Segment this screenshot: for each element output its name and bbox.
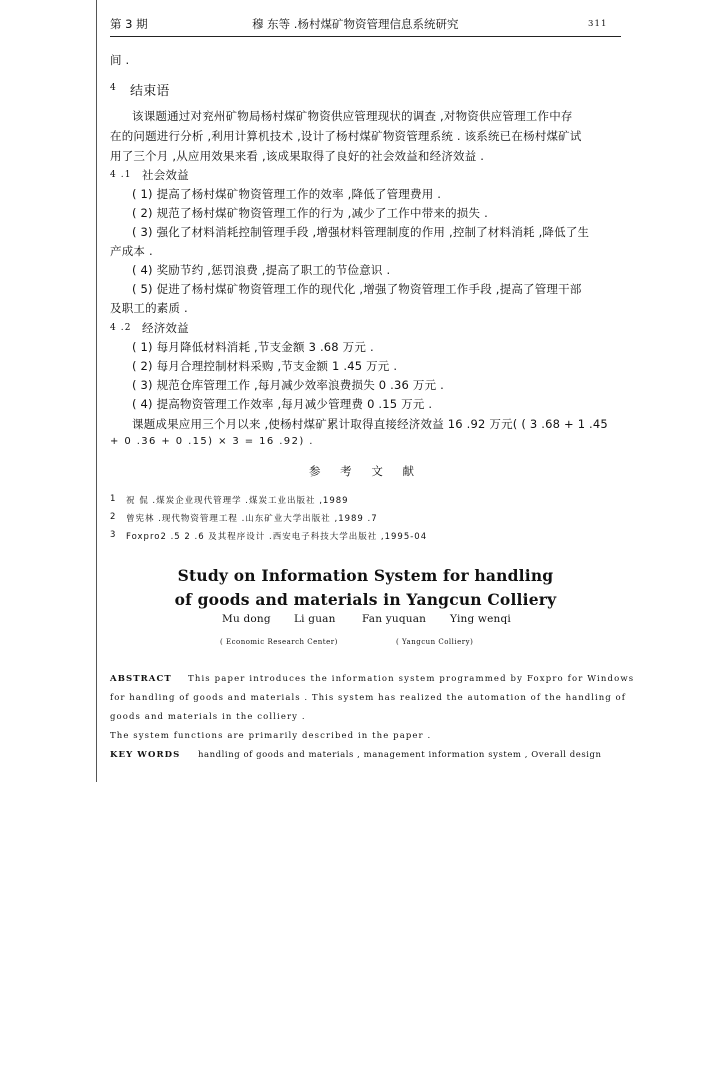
- subsection-heading: 经济效益: [142, 321, 189, 335]
- page-edge-line: [96, 0, 97, 782]
- list-item: 产成本 .: [110, 244, 153, 258]
- reference-number: 1: [110, 494, 117, 504]
- header-rule: [110, 36, 621, 37]
- list-item: ( 2) 每月合理控制材料采购 ,节支金额 1 .45 万元 .: [132, 359, 398, 373]
- list-item: ( 1) 每月降低材料消耗 ,节支金额 3 .68 万元 .: [132, 340, 374, 354]
- section-number: 4: [110, 83, 117, 93]
- paragraph-line: 在的问题进行分析 ,利用计算机技术 ,设计了杨村煤矿物资管理系统 . 该系统已在杨村煤矿试: [110, 129, 582, 143]
- reference-text: 曾宪林 .现代物资管理工程 .山东矿业大学出版社 ,1989 .7: [126, 514, 378, 524]
- subsection-heading: 社会效益: [142, 168, 189, 182]
- keywords-text: handling of goods and materials , management information system , Overall design: [198, 750, 602, 760]
- author-name: Ying wenqi: [450, 613, 511, 625]
- author-name: Fan yuquan: [362, 613, 427, 625]
- paragraph-line: 用了三个月 ,从应用效果来看 ,该成果取得了良好的社会效益和经济效益 .: [110, 149, 485, 163]
- list-item: ( 4) 奖励节约 ,惩罚浪费 ,提高了职工的节俭意识 .: [132, 263, 391, 277]
- page-number: 311: [588, 19, 608, 29]
- abstract-line: for handling of goods and materials . This system has realized the automation of the handling of: [110, 693, 626, 703]
- references-heading: 参 考 文 献: [309, 464, 422, 478]
- reference-text: Foxpro2 .5 2 .6 及其程序设计 .西安电子科技大学出版社 ,1995-04: [126, 532, 428, 542]
- running-title: 穆 东等 .杨村煤矿物资管理信息系统研究: [252, 17, 459, 31]
- list-item: ( 3) 规范仓库管理工作 ,每月减少效率浪费损失 0 .36 万元 .: [132, 378, 444, 392]
- reference-number: 3: [110, 530, 117, 540]
- english-title-line: of goods and materials in Yangcun Colliery: [174, 590, 557, 609]
- paragraph-line: + 0 .36 + 0 .15) × 3 = 16 .92) .: [110, 436, 314, 447]
- paragraph-line: 课题成果应用三个月以来 ,使杨村煤矿累计取得直接经济效益 16 .92 万元( ( 3 .68 + 1 .45: [132, 417, 608, 431]
- reference-number: 2: [110, 512, 117, 522]
- subsection-number: 4 .2: [110, 323, 132, 333]
- abstract-label: ABSTRACT: [110, 674, 172, 684]
- list-item: ( 2) 规范了杨村煤矿物资管理工作的行为 ,减少了工作中带来的损失 .: [132, 206, 488, 220]
- list-item: ( 3) 强化了材料消耗控制管理手段 ,增强材料管理制度的作用 ,控制了材料消耗 ,降低了生: [132, 225, 590, 239]
- abstract-line: This paper introduces the information system programmed by Foxpro for Windows: [188, 674, 635, 684]
- abstract-line: The system functions are primarily described in the paper .: [110, 731, 432, 741]
- section-heading: 结束语: [130, 84, 170, 99]
- keywords-label: KEY WORDS: [110, 750, 181, 760]
- list-item: 及职工的素质 .: [110, 301, 188, 315]
- affiliation: ( Yangcun Colliery): [396, 638, 474, 646]
- list-item: ( 4) 提高物资管理工作效率 ,每月减少管理费 0 .15 万元 .: [132, 397, 433, 411]
- author-name: Li guan: [294, 613, 336, 625]
- author-name: Mu dong: [222, 613, 271, 625]
- subsection-number: 4 .1: [110, 170, 132, 180]
- carryover-text: 间 .: [110, 53, 130, 67]
- reference-text: 祝 侃 .煤炭企业现代管理学 .煤炭工业出版社 ,1989: [126, 496, 349, 506]
- affiliation: ( Economic Research Center): [220, 638, 338, 646]
- list-item: ( 1) 提高了杨村煤矿物资管理工作的效率 ,降低了管理费用 .: [132, 187, 442, 201]
- english-title-line: Study on Information System for handling: [177, 566, 554, 585]
- issue-number: 第 3 期: [110, 17, 148, 31]
- paragraph-line: 该课题通过对兖州矿物局杨村煤矿物资供应管理现状的调查 ,对物资供应管理工作中存: [132, 109, 573, 123]
- list-item: ( 5) 促进了杨村煤矿物资管理工作的现代化 ,增强了物资管理工作手段 ,提高了管理干部: [132, 282, 582, 296]
- abstract-line: goods and materials in the colliery .: [110, 712, 306, 722]
